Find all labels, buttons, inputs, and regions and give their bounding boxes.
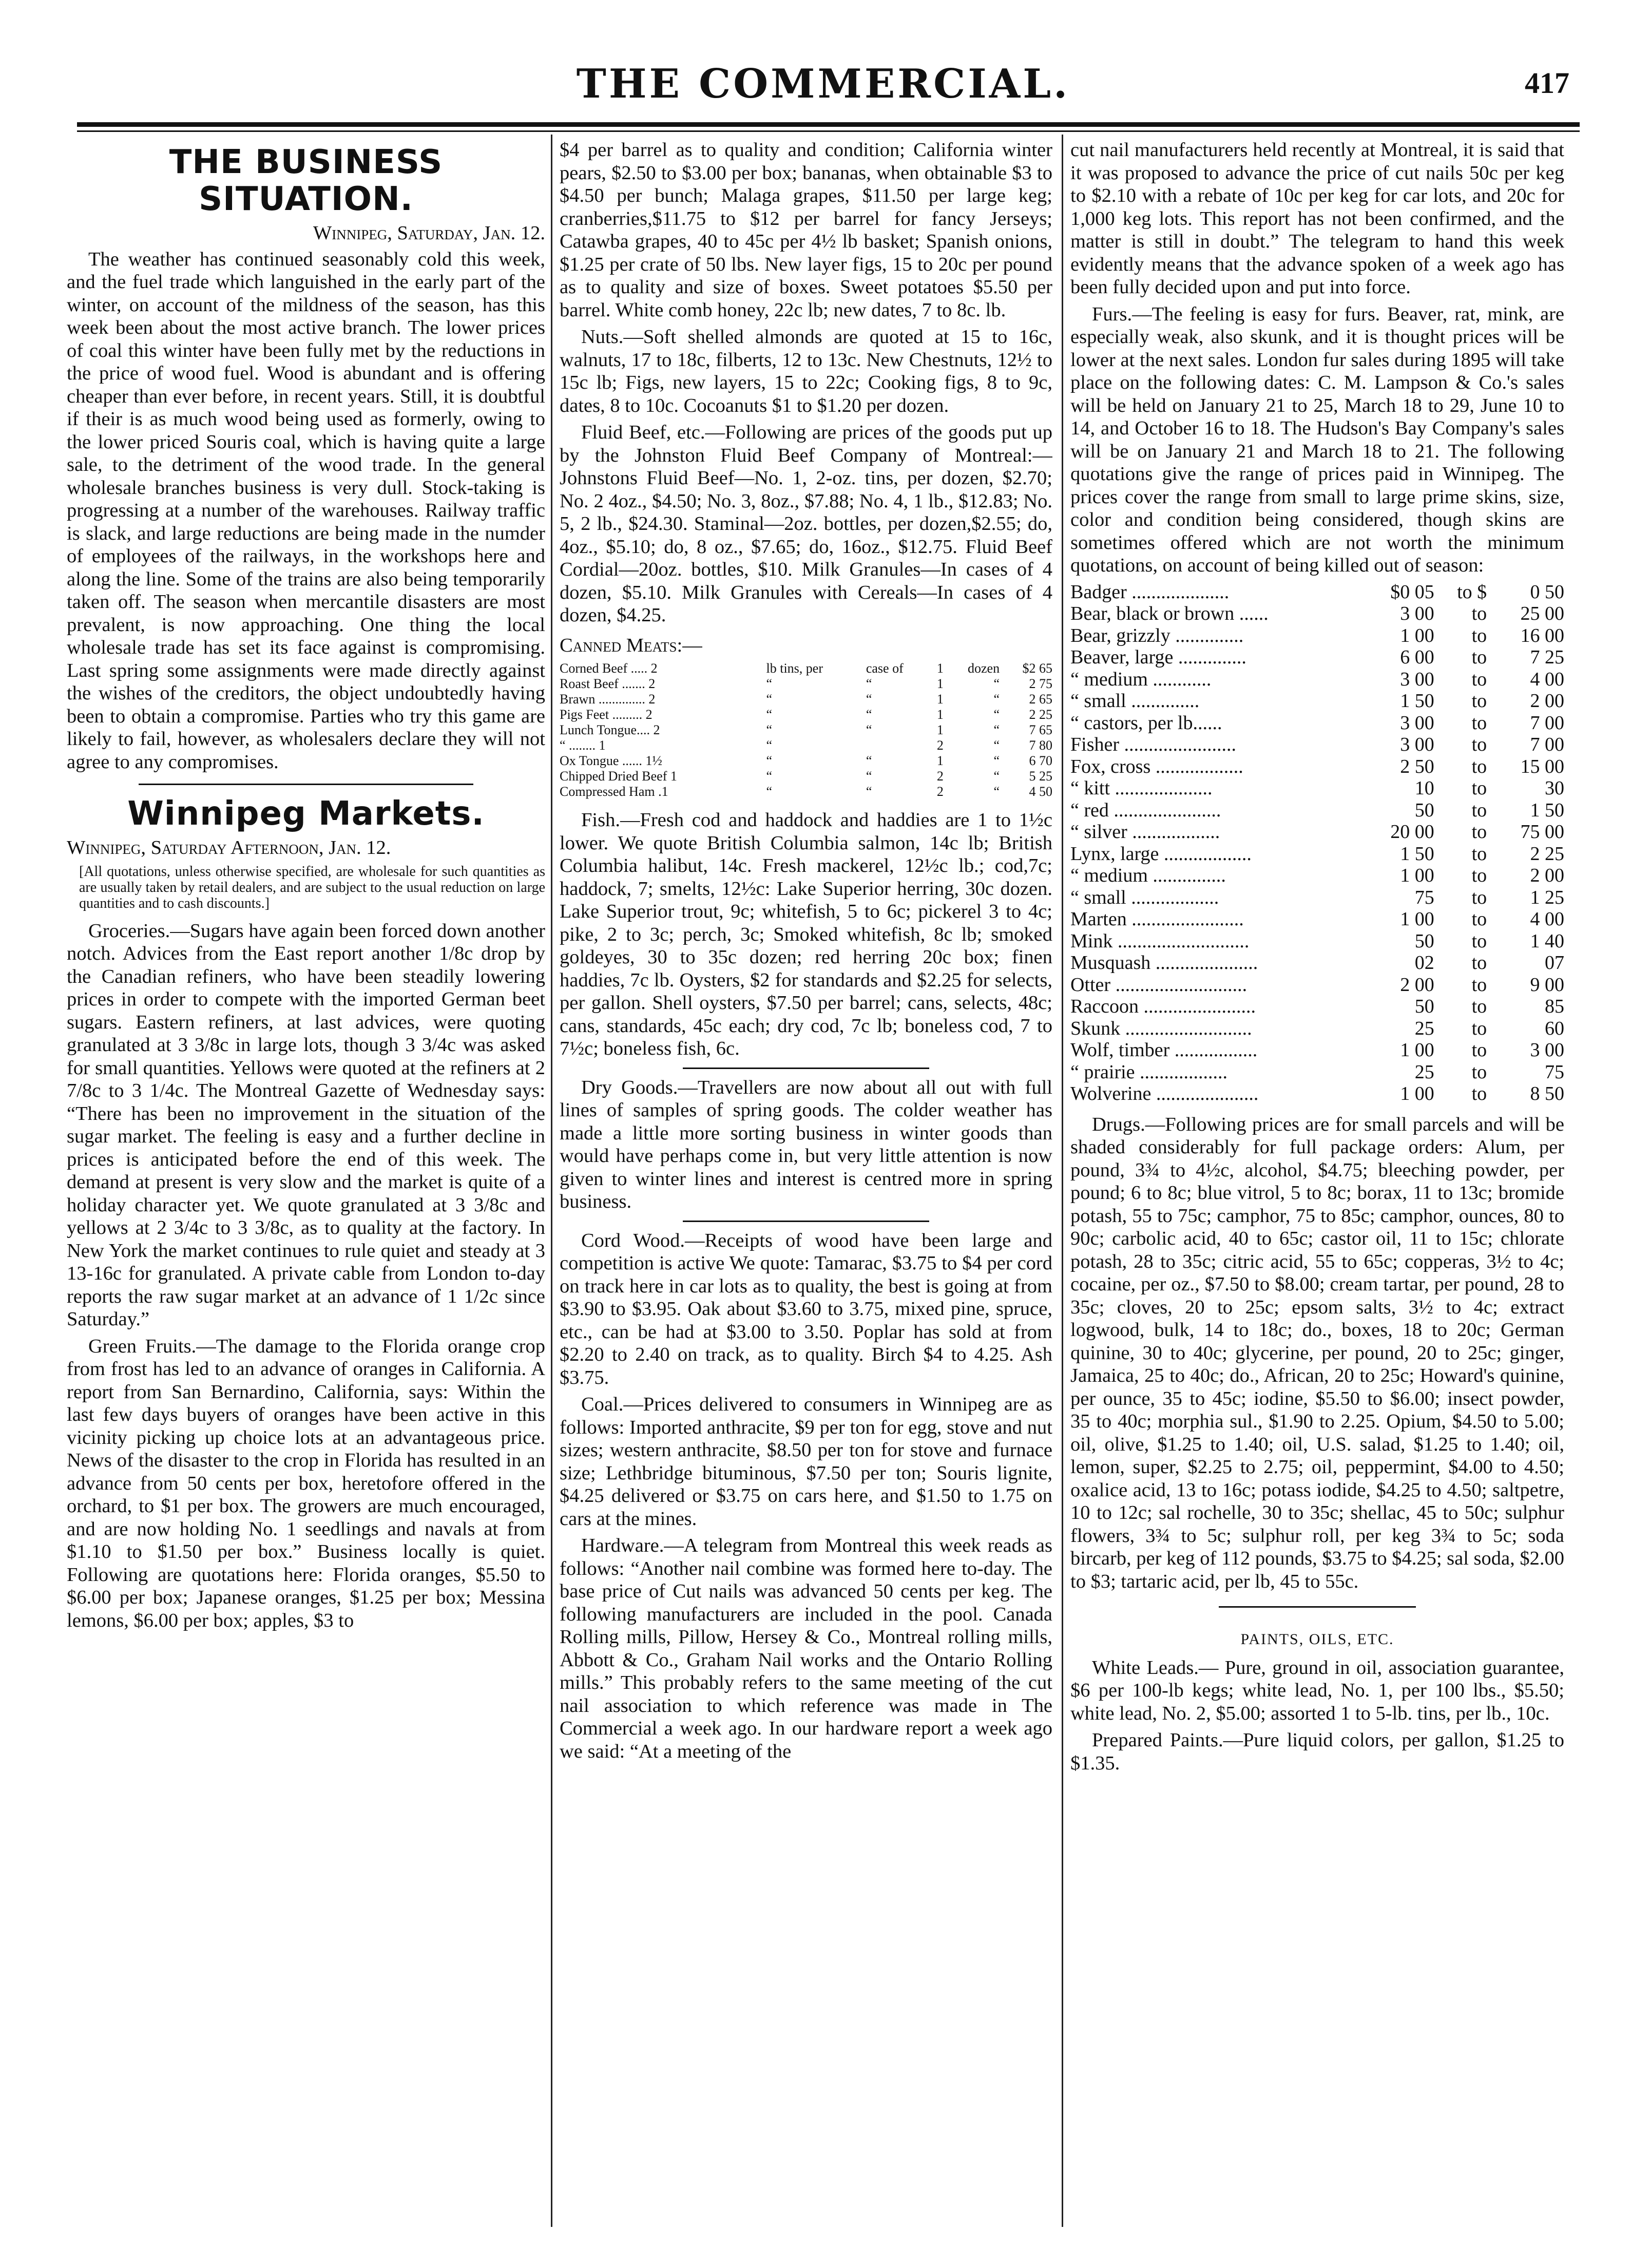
canned-meat-cell: “ xyxy=(766,692,773,707)
canned-meat-cell: “ xyxy=(993,769,1000,784)
canned-meat-cell: “ xyxy=(866,707,872,722)
canned-meat-cell: 4 50 xyxy=(1029,784,1052,799)
fur-name: “ small .................. xyxy=(1070,886,1219,908)
fur-name: Skunk .......................... xyxy=(1070,1017,1252,1039)
article-heading-business-situation: THE BUSINESS SITUATION. xyxy=(169,143,443,218)
groceries-paragraph: Groceries.—Sugars have again been forced down another notch. Advices from the East report another 1/8c drop by the Canadian refiners, who have been steadily lowering prices in order to compete with the imported German beet sugars. Eastern refiners, at last advices, were quoting granulated at 3 3/8c in large lots, though 3 3/4c was asked for small quantities. Yellows were quoted at the refiners at 2 7/8c to 3 1/4c. The Montreal Gazette of Wednesday says: “There has been no improvement in the situation of the sugar market. The feeling is easy and a further decline in prices is anticipated before the end of this week. The demand at present is very slow and the market is quite of a holiday character yet. We quote granulated at 3 3/8c and yellows at 2 3/4c to 3 3/8c, as to quality at the factory. In New York the market continues to rule quiet and steady at 3 13-16c for granulated. A private cable from London to-day reports the raw sugar market at an advance of 1 1/2c since Saturday.” xyxy=(67,920,545,1330)
coal-paragraph: Coal.—Prices delivered to consumers in Winnipeg are as follows: Imported anthracite, $9 per ton for egg, stove and nut sizes; western anthracite, $8.50 per ton for stove and furnace size; Lethbridge bituminous, $7.50 per ton; Souris lignite, $4.25 delivered or $3.75 on cars here, and $1.50 to 1.75 on cars at the mines. xyxy=(560,1394,1052,1530)
canned-meats-heading: Canned Meats:— xyxy=(560,634,702,656)
fur-price: to xyxy=(1471,930,1487,952)
paints-oils-heading: PAINTS, OILS, ETC. xyxy=(1240,1631,1394,1648)
fur-price: 16 00 xyxy=(1520,624,1564,646)
furs-price-table xyxy=(1070,581,1564,1105)
fur-price: to xyxy=(1471,712,1487,734)
fur-price: 50 xyxy=(1414,996,1434,1017)
fur-price-row xyxy=(1070,603,1564,625)
canned-meat-row xyxy=(560,753,1052,769)
fur-price: 3 00 xyxy=(1400,734,1434,755)
canned-meat-cell: 1 xyxy=(936,676,944,691)
fur-price: 50 xyxy=(1414,930,1434,952)
header-rule-thin xyxy=(77,130,1580,132)
fur-name: “ castors, per lb...... xyxy=(1070,712,1222,734)
canned-meats-table xyxy=(560,661,1052,799)
canned-meat-cell: 6 70 xyxy=(1029,753,1052,768)
canned-meat-cell: “ xyxy=(866,784,872,799)
fur-price: 1 50 xyxy=(1530,799,1564,821)
canned-meat-row xyxy=(560,784,1052,799)
fur-price-row xyxy=(1070,756,1564,778)
fur-price: 50 xyxy=(1414,799,1434,821)
fur-name: Lynx, large .................. xyxy=(1070,843,1252,865)
fur-price: to xyxy=(1471,865,1487,886)
fur-name: Mink ........................... xyxy=(1070,930,1250,952)
fur-price-row xyxy=(1070,669,1564,691)
section-divider xyxy=(683,1221,929,1222)
fur-name: Marten ....................... xyxy=(1070,908,1244,930)
fur-price-row xyxy=(1070,821,1564,843)
canned-meat-cell: Chipped Dried Beef 1 xyxy=(560,769,677,784)
fur-price: 25 xyxy=(1414,1017,1434,1039)
fur-price: 2 00 xyxy=(1530,690,1564,712)
canned-meat-cell: 2 xyxy=(936,738,944,753)
fur-price-row xyxy=(1070,1039,1564,1061)
fur-price: to xyxy=(1471,1039,1487,1061)
fur-price: 3 00 xyxy=(1530,1039,1564,1061)
fur-price: to xyxy=(1471,603,1487,624)
article-paragraph: The weather has continued seasonably cold this week, and the fuel trade which languished in the early part of the winter, on account of the mildness of the season, has this week been about the most active branch. The lower prices of coal this winter have been fully met by the reductions in the price of wood fuel. Wood is abundant and is offering cheaper than ever before, in recent years. Still, it is doubtful if their is as much wood being used as formerly, owing to the lower priced Souris coal, which is having quite a large sale, to the detriment of the wood trade. In the general wholesale branches business is very dull. Stock-taking is progressing at a number of the warehouses. Railway traffic is slack, and large reductions are being made in the numder of employees of the railways, in the workshops here and along the line. Some of the trains are also being temporarily taken off. The season when mercantile disasters are most prevalent, is now approaching. One thing the local wholesale trade has set its face against is compromising. Last spring some assignments were made directly against the wishes of the creditors, the object undoubtedly having been to obtain a compromise. Parties who try this game are likely to fail, however, as wholesalers declare they will not agree to any compromises. xyxy=(67,248,545,773)
canned-meat-cell: “ xyxy=(766,707,773,722)
fur-name: Badger .................... xyxy=(1070,581,1230,603)
fur-name: “ small .............. xyxy=(1070,690,1200,712)
fur-price: 2 50 xyxy=(1400,755,1434,777)
hardware-paragraph: Hardware.—A telegram from Montreal this week reads as follows: “Another nail combine was formed here to-day. The base price of Cut nails was advanced 50 cents per keg. The following manufacturers are included in the pool. Canada Rolling mills, Pillow, Hersey & Co., Montreal rolling mills, Abbott & Co., Graham Nail works and the Ontario Rolling mills.” This probably refers to the same meeting of the cut nail association to which reference was made in The Commercial a week ago. In our hardware report a week ago we said: “At a meeting of the xyxy=(560,1535,1052,1762)
canned-meat-cell: “ xyxy=(866,769,872,784)
canned-meat-cell: “ xyxy=(766,676,773,691)
fur-name: Fox, cross .................. xyxy=(1070,755,1243,777)
fur-price-row xyxy=(1070,799,1564,822)
fur-price: to xyxy=(1471,908,1487,930)
fur-name: “ prairie .................. xyxy=(1070,1061,1228,1083)
fur-price-row xyxy=(1070,996,1564,1018)
fur-price: to xyxy=(1471,821,1487,843)
fur-price: 2 25 xyxy=(1530,843,1564,865)
fur-price: 7 25 xyxy=(1530,646,1564,668)
fur-price-row xyxy=(1070,974,1564,996)
fur-price: $0 05 xyxy=(1390,581,1434,603)
publication-title: THE COMMERCIAL. xyxy=(576,61,1070,107)
fur-price: 85 xyxy=(1545,996,1564,1017)
canned-meat-cell: 1 xyxy=(936,692,944,707)
fur-name: Wolverine ..................... xyxy=(1070,1083,1259,1104)
canned-meat-cell: 7 65 xyxy=(1029,722,1052,737)
fur-price: to xyxy=(1471,952,1487,974)
fur-price: 1 00 xyxy=(1400,624,1434,646)
section-divider xyxy=(1219,1606,1416,1608)
fur-price: to xyxy=(1471,799,1487,821)
fur-name: Wolf, timber ................. xyxy=(1070,1039,1258,1061)
fur-price-row xyxy=(1070,843,1564,865)
canned-meat-cell: Lunch Tongue.... 2 xyxy=(560,722,660,737)
canned-meat-cell: case of xyxy=(866,661,904,676)
fur-price: to xyxy=(1471,1017,1487,1039)
canned-meat-cell: “ xyxy=(766,738,773,753)
fur-price: to xyxy=(1471,1083,1487,1104)
fur-price: 3 00 xyxy=(1400,603,1434,624)
column-1 xyxy=(67,139,545,2213)
dry-goods-paragraph: Dry Goods.—Travellers are now about all out with full lines of samples of spring goods. The colder weather has made a little more sorting business in winter goods than would have perhaps come in, but very little attention is now given to winter lines and interest is centred more in spring business. xyxy=(560,1076,1052,1212)
fur-price-row xyxy=(1070,1018,1564,1040)
canned-meat-cell: “ xyxy=(866,753,872,768)
canned-meat-cell: “ xyxy=(993,707,1000,722)
fur-price: 9 00 xyxy=(1530,974,1564,996)
fur-name: “ medium ............... xyxy=(1070,865,1226,886)
dateline: Winnipeg, Saturday Afternoon, Jan. 12. xyxy=(67,837,391,859)
fur-price-row xyxy=(1070,952,1564,974)
fur-price: 1 50 xyxy=(1400,843,1434,865)
prepared-paints-paragraph: Prepared Paints.—Pure liquid colors, per gallon, $1.25 to $1.35. xyxy=(1070,1729,1564,1774)
column-divider xyxy=(1062,135,1063,2227)
fur-name: “ silver .................. xyxy=(1070,821,1220,843)
canned-meat-cell: 1 xyxy=(936,722,944,737)
fur-price: 07 xyxy=(1545,952,1564,974)
canned-meat-cell: 5 25 xyxy=(1029,769,1052,784)
fur-price: 20 00 xyxy=(1390,821,1434,843)
fur-price: 3 00 xyxy=(1400,668,1434,690)
fur-price: to xyxy=(1471,668,1487,690)
canned-meat-cell: lb tins, per xyxy=(766,661,823,676)
fur-price: to xyxy=(1471,996,1487,1017)
furs-paragraph: Furs.—The feeling is easy for furs. Beaver, rat, mink, are especially weak, also skunk, and it is thought prices will be lower at the next sales. London fur sales during 1895 will take place on the following dates: C. M. Lampson & Co.'s sales will be held on January 21 to 25, March 18 to 29, June 10 to 14, and October 16 to 18. The Hudson's Bay Company's sales will be on January 21 and March 18 to 21. The following quotations give the range of prices paid in Winnipeg. The prices cover the range from small to large prime skins, size, color and condition being considered, though skins are sometimes offered which are not worth the minimum quotations, on account of being killed out of season: xyxy=(1070,303,1564,576)
fur-price: 75 xyxy=(1545,1061,1564,1083)
fur-price-row xyxy=(1070,646,1564,669)
fur-price: 2 00 xyxy=(1400,974,1434,996)
canned-meat-row xyxy=(560,661,1052,676)
canned-meat-row xyxy=(560,692,1052,707)
canned-meat-cell: “ xyxy=(866,692,872,707)
fur-price: 1 00 xyxy=(1400,865,1434,886)
fur-price: 6 00 xyxy=(1400,646,1434,668)
canned-meat-cell: 1 xyxy=(936,661,944,676)
canned-meat-cell: 2 75 xyxy=(1029,676,1052,691)
fur-price: to xyxy=(1471,974,1487,996)
fur-price: 75 xyxy=(1414,886,1434,908)
canned-meat-cell: “ xyxy=(993,753,1000,768)
fur-price: 10 xyxy=(1414,777,1434,799)
canned-meat-cell: Roast Beef ....... 2 xyxy=(560,676,656,691)
fur-name: “ medium ............ xyxy=(1070,668,1212,690)
fur-price: 7 00 xyxy=(1530,712,1564,734)
canned-meat-cell: “ xyxy=(993,738,1000,753)
fur-price-row xyxy=(1070,865,1564,887)
header-rule xyxy=(77,122,1580,127)
fur-price: to xyxy=(1471,843,1487,865)
article-heading-winnipeg-markets: Winnipeg Markets. xyxy=(127,795,485,833)
canned-meat-cell: 2 xyxy=(936,784,944,799)
canned-meat-cell: “ xyxy=(993,722,1000,737)
canned-meat-row xyxy=(560,769,1052,784)
section-divider xyxy=(139,784,473,785)
fur-price: 60 xyxy=(1545,1017,1564,1039)
fur-price: to xyxy=(1471,755,1487,777)
fur-price-row xyxy=(1070,581,1564,603)
canned-meat-cell: 7 80 xyxy=(1029,738,1052,753)
fur-price-row xyxy=(1070,887,1564,909)
fluid-beef-paragraph: Fluid Beef, etc.—Following are prices of the goods put up by the Johnston Fluid Beef Company of Montreal:—Johnstons Fluid Beef—No. 1, 2-oz. tins, per dozen, $2.70; No. 2 4oz., $4.50; No. 3, 8oz., $7.88; No. 4, 1 lb., $12.83; No. 5, 2 lb., $24.30. Staminal—2oz. bottles, per dozen,$2.55; do, 4oz., $5.10; do, 8 oz., $7.65; do, 16oz., $12.75. Fluid Beef Cordial—20oz. bottles, $10. Milk Granules—In cases of 4 dozen, $5.10. Milk Granules with Cereals—In cases of 4 dozen, $4.25. xyxy=(560,422,1052,626)
fur-price: to xyxy=(1471,777,1487,799)
drugs-paragraph: Drugs.—Following prices are for small parcels and will be shaded considerably for full package orders: Alum, per pound, 3¾ to 4½c, alcohol, $4.75; bleeching powder, per pound; 6 to 8c; blue vitrol, 5 to 8c; borax, 11 to 13c; bromide potash, 55 to 75c; camphor, 75 to 85c; camphor, ounces, 80 to 90c; carbolic acid, 40 to 65c; castor oil, 11 to 15c; chlorate potash, 28 to 35c; citric acid, 55 to 65c; copperas, 3½ to 4c; cocaine, per oz., $7.50 to $8.00; cream tartar, per pound, 28 to 35c; cloves, 20 to 25c; epsom salts, 3½ to 4c; extract logwood, bulk, 14 to 18c; do., boxes, 18 to 20c; German quinine, 30 to 40c; glycerine, per pound, 20 to 25c; ginger, Jamaica, 25 to 40c; do., African, 20 to 25c; Howard's quinine, per ounce, 35 to 45c; iodine, $5.50 to $6.00; insect powder, 35 to 40c; morphia sul., $1.90 to 2.25. Opium, $4.50 to 5.00; oil, olive, $1.25 to 1.40; oil, U.S. salad, $1.25 to 1.40; oil, lemon, super, $2.25 to 2.75; oil, peppermint, $4.00 to 4.50; oxalice acid, 13 to 16c; potass iodide, $4.25 to 4.50; saltpetre, 10 to 12c; sal rochelle, 30 to 35c; shellac, 45 to 50c; sulphur flowers, 3¾ to 5c; sulphur roll, per keg 3¾ to 5c; soda bircarb, per keg of 112 pounds, $3.75 to $4.25; sal soda, $2.00 to $3; tartaric acid, per lb, 45 to 55c. xyxy=(1070,1113,1564,1592)
fur-name: Bear, black or brown ...... xyxy=(1070,603,1269,624)
canned-meat-cell: dozen xyxy=(967,661,1000,676)
fur-price: 0 50 xyxy=(1530,581,1564,603)
fur-name: Otter ........................... xyxy=(1070,974,1248,996)
fur-price: to xyxy=(1471,1061,1487,1083)
fur-price: 1 00 xyxy=(1400,908,1434,930)
fur-price: 4 00 xyxy=(1530,908,1564,930)
canned-meat-cell: Pigs Feet ......... 2 xyxy=(560,707,653,722)
column-2 xyxy=(560,139,1052,2213)
fur-price-row xyxy=(1070,1083,1564,1105)
fur-price: 1 50 xyxy=(1400,690,1434,712)
fur-price: 3 00 xyxy=(1400,712,1434,734)
fur-price: to xyxy=(1471,690,1487,712)
canned-meat-cell: “ xyxy=(766,753,773,768)
canned-meat-cell: Brawn .............. 2 xyxy=(560,692,656,707)
fur-name: “ kitt .................... xyxy=(1070,777,1213,799)
fur-price-row xyxy=(1070,930,1564,952)
fur-price: to xyxy=(1471,646,1487,668)
canned-meat-cell: Corned Beef ..... 2 xyxy=(560,661,658,676)
masthead xyxy=(77,51,1569,123)
fur-price-row xyxy=(1070,734,1564,756)
canned-meat-cell: “ xyxy=(766,784,773,799)
fur-name: Bear, grizzly .............. xyxy=(1070,624,1244,646)
fur-price: to xyxy=(1471,624,1487,646)
fur-price-row xyxy=(1070,625,1564,647)
fur-price-row xyxy=(1070,712,1564,734)
canned-meat-row xyxy=(560,738,1052,753)
fur-name: Musquash ..................... xyxy=(1070,952,1258,974)
page-number: 417 xyxy=(1525,66,1569,100)
fur-price: 30 xyxy=(1545,777,1564,799)
canned-meat-cell: “ xyxy=(766,769,773,784)
fur-price: to xyxy=(1471,734,1487,755)
fur-price: 25 00 xyxy=(1520,603,1564,624)
canned-meat-cell: Compressed Ham .1 xyxy=(560,784,668,799)
canned-meat-cell: “ xyxy=(993,692,1000,707)
fur-price: to xyxy=(1471,886,1487,908)
fur-name: Raccoon ....................... xyxy=(1070,996,1256,1017)
canned-meat-cell: 1 xyxy=(936,753,944,768)
canned-meat-cell: 1 xyxy=(936,707,944,722)
canned-meat-row xyxy=(560,722,1052,738)
fur-name: “ red ...................... xyxy=(1070,799,1221,821)
fur-price: 02 xyxy=(1414,952,1434,974)
canned-meat-cell: “ ........ 1 xyxy=(560,738,606,753)
fur-price: 8 50 xyxy=(1530,1083,1564,1104)
canned-meat-cell: “ xyxy=(866,722,872,737)
fur-name: Fisher ....................... xyxy=(1070,734,1236,755)
canned-meat-cell: “ xyxy=(993,784,1000,799)
nuts-paragraph: Nuts.—Soft shelled almonds are quoted at 15 to 16c, walnuts, 17 to 18c, filberts, 12 to 13c. New Chestnuts, 12½ to 15c lb; Figs, new layers, 15 to 22c; Cooking figs, 8 to 9c, dates, 8 to 10c. Cocoanuts $1 to $1.20 per dozen. xyxy=(560,326,1052,416)
cord-wood-paragraph: Cord Wood.—Receipts of wood have been large and competition is active We quote: Tamarac, $3.75 to $4 per cord on track here in car lots as to quality, the best is going at from $3.90 to $3.95. Oak about $3.60 to 3.75, mixed pine, spruce, etc., can be had at $3.00 to 3.50. Poplar has sold at from $2.20 to 2.40 on track, as to quality. Birch $4 to 4.25. Ash $3.75. xyxy=(560,1229,1052,1388)
fur-price: 7 00 xyxy=(1530,734,1564,755)
fur-price: 1 25 xyxy=(1530,886,1564,908)
canned-meat-cell: 2 25 xyxy=(1029,707,1052,722)
canned-meat-cell: $2 65 xyxy=(1022,661,1052,676)
fur-price: 2 00 xyxy=(1530,865,1564,886)
fur-price: 15 00 xyxy=(1520,755,1564,777)
canned-meat-cell xyxy=(866,738,932,753)
white-leads-paragraph: White Leads.— Pure, ground in oil, association guarantee, $6 per 100-lb kegs; white lead, No. 1, per 100 lbs., $5.50; white lead, No. 2, $5.00; assorted 1 to 5-lb. tins, per lb., 10c. xyxy=(1070,1656,1564,1724)
canned-meat-cell: “ xyxy=(993,676,1000,691)
section-divider xyxy=(683,1068,929,1069)
canned-meat-row xyxy=(560,676,1052,692)
fur-price-row xyxy=(1070,1061,1564,1083)
canned-meat-cell: “ xyxy=(766,722,773,737)
fur-price-row xyxy=(1070,690,1564,712)
green-fruits-paragraph: Green Fruits.—The damage to the Florida orange crop from frost has led to an advance of oranges in California. A report from San Bernardino, California, says: Within the last few days buyers of oranges have been active in this vicinity picking up choice lots at an advantageous price. News of the disaster to the crop in Florida has resulted in an advance from 50 cents per box, heretofore offered in the orchard, to $1 per box. The growers are much encouraged, and are now holding No. 1 seedlings and navals at from $1.10 to $1.50 per box.” Business locally is quiet. Following are quotations here: Florida oranges, $5.50 to $6.00 per box; Japanese oranges, $1.25 per box; Messina lemons, $6.00 per box; apples, $3 to xyxy=(67,1335,545,1631)
dateline: Winnipeg, Saturday, Jan. 12. xyxy=(313,222,545,244)
hardware-continued-paragraph: cut nail manufacturers held recently at Montreal, it is said that it was proposed to advance the price of cut nails 50c per keg to $2.10 with a rebate of 10c per keg for car lots, and 20c for 1,000 keg lots. This report has not been confirmed, and the matter is still in doubt.” The telegram to hand this week evidently means that the advance spoken of a week ago has been fully decided upon and put into force. xyxy=(1070,139,1564,298)
canned-meat-cell: 2 xyxy=(936,769,944,784)
fruits-continued-paragraph: $4 per barrel as to quality and condition; California winter pears, $2.50 to $3.00 per box; bananas, when obtainable $3 to $4.50 per bunch; Malaga grapes, $11.50 per large keg; cranberries,$11.75 to $12 per barrel for fancy Jerseys; Catawba grapes, 40 to 45c per 4½ lb basket; Spanish onions, $1.25 per crate of 50 lbs. New layer figs, 15 to 20c per pound as to quality and size of boxes. Sweet potatoes $5.50 per barrel. White comb honey, 22c lb; new dates, 7 to 8c. lb. xyxy=(560,139,1052,321)
fish-paragraph: Fish.—Fresh cod and haddock and haddies are 1 to 1½c lower. We quote British Columbia salmon, 14c lb; British Columbia halibut, 14c. Fresh mackerel, 12½c lb.; cod,7c; haddock, 7; smelts, 12½c: Lake Superior herring, 30c dozen. Lake Superior trout, 9c; whitefish, 5 to 6c; pickerel 3 to 4c; pike, 2 to 3c; perch, 3c; Smoked whitefish, 8c lb; smoked goldeyes, 30 to 35c dozen; red herring 20c box; finen haddies, 7c lb. Oysters, $2 for standards and $2.25 for selects, per gallon. Shell oysters, $7.50 per barrel; cans, selects, 48c; cans, standards, 45c each; dry cod, 7c lb; boneless cod, 7 to 7½c; boneless fish, 6c. xyxy=(560,809,1052,1059)
fur-price: 25 xyxy=(1414,1061,1434,1083)
fur-price: 1 00 xyxy=(1400,1039,1434,1061)
fur-price: 4 00 xyxy=(1530,668,1564,690)
fur-name: Beaver, large .............. xyxy=(1070,646,1246,668)
canned-meat-cell: Ox Tongue ...... 1½ xyxy=(560,753,662,768)
canned-meat-row xyxy=(560,707,1052,722)
fur-price-row xyxy=(1070,777,1564,799)
fur-price: 1 00 xyxy=(1400,1083,1434,1104)
fur-price: 1 40 xyxy=(1530,930,1564,952)
fur-price: to $ xyxy=(1457,581,1487,603)
fur-price-row xyxy=(1070,908,1564,930)
fur-price: 75 00 xyxy=(1520,821,1564,843)
editorial-note: [All quotations, unless otherwise specified, are wholesale for such quantities as are usually taken by retail dealers, and are subject to the usual reduction on large quantities and to cash discounts.] xyxy=(79,863,545,911)
canned-meat-cell: 2 65 xyxy=(1029,692,1052,707)
column-3 xyxy=(1070,139,1564,2213)
column-divider xyxy=(551,135,552,2227)
canned-meat-cell: “ xyxy=(866,676,872,691)
